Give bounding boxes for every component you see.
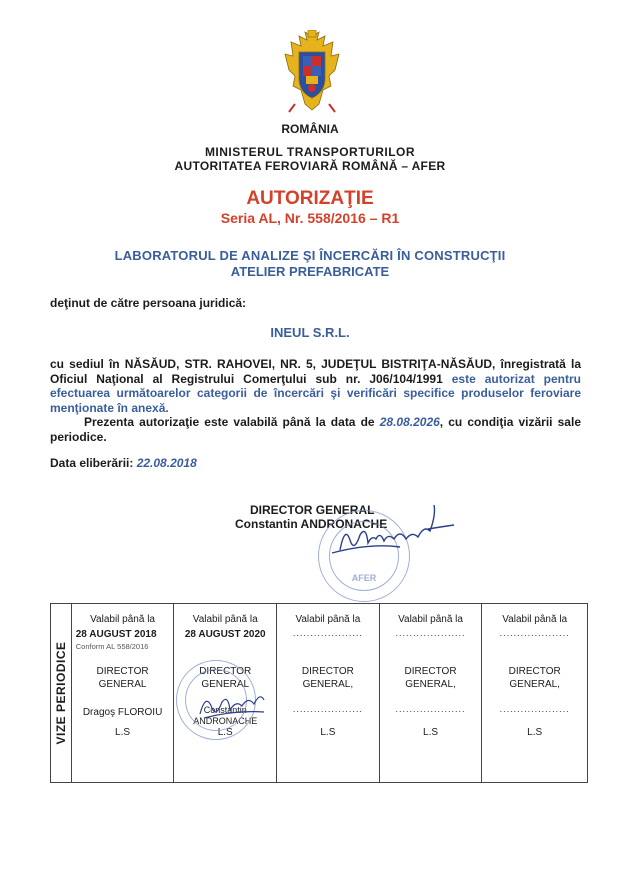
handwritten-signature: [310, 495, 470, 565]
validity-text: Prezenta autorizaţie este valabilă până la data de: [84, 415, 380, 429]
validity-date: 28.08.2026: [379, 415, 440, 429]
validity-condition: , cu condiţia vizării sale periodice.: [50, 415, 581, 444]
visa-role-1: DIRECTOR: [301, 666, 354, 677]
visa-note: Conform AL 558/2016: [75, 642, 149, 651]
authority-name: AUTORITATEA FEROVIARĂ ROMÂNĂ – AFER: [174, 159, 446, 173]
visa-name-placeholder: ....................: [292, 704, 363, 714]
visa-valid-label: Valabil până la: [90, 614, 155, 625]
signature-name: Constantin ANDRONACHE: [235, 517, 388, 531]
visa-date-placeholder: ....................: [499, 628, 570, 638]
subject-line-2: ATELIER PREFABRICATE: [230, 264, 390, 279]
visa-ls: L.S: [320, 727, 336, 738]
visa-role-1: DIRECTOR: [199, 666, 252, 677]
visa-role-2: GENERAL,: [509, 679, 560, 690]
issue-date-label: Data eliberării:: [50, 456, 137, 470]
visa-column-1: [71, 604, 174, 783]
visa-signatory-name: Dragoş FLOROIU: [82, 707, 163, 718]
issue-date-value: 22.08.2018: [136, 456, 197, 470]
main-paragraph: [50, 357, 581, 444]
visa-date-placeholder: ....................: [292, 628, 363, 638]
visa-date-placeholder: ....................: [395, 628, 466, 638]
visa-ls: L.S: [217, 727, 233, 738]
document-title: AUTORIZAŢIE: [246, 188, 374, 209]
coat-of-arms-emblem: [281, 30, 343, 118]
visa-valid-label: Valabil până la: [295, 614, 361, 625]
visa-ls: L.S: [527, 727, 543, 738]
held-by-label: deţinut de către persoana juridică:: [50, 296, 247, 310]
visa-valid-label: Valabil până la: [502, 614, 568, 625]
company-name: INEUL S.R.L.: [270, 325, 350, 340]
visa-role-1: DIRECTOR: [508, 666, 561, 677]
visa-signatory-last-name: ANDRONACHE: [193, 716, 258, 726]
visa-valid-label: Valabil până la: [192, 614, 258, 625]
visa-side-label-cell: [51, 604, 72, 783]
visa-date: 28 AUGUST 2020: [184, 629, 266, 640]
visa-role-2: GENERAL: [201, 679, 250, 690]
visa-date: 28 AUGUST 2018: [75, 629, 157, 640]
visa-role-2: GENERAL: [98, 679, 147, 690]
authorization-text: este autorizat pentru efectuarea următoarelor categorii de încercări şi verificări specifice produselor feroviare menţionate în anexă.: [50, 371, 581, 415]
signature-role: DIRECTOR GENERAL: [250, 503, 375, 517]
visa-valid-label: Valabil până la: [398, 614, 463, 625]
visa-column-3: [277, 604, 380, 783]
visa-column-5: [482, 604, 588, 783]
ministry-name: MINISTERUL TRANSPORTURILOR: [204, 145, 416, 159]
visa-side-label: VIZE PERIODICE: [53, 641, 68, 745]
visa-signature: [194, 674, 274, 724]
visa-role-1: DIRECTOR: [96, 666, 149, 677]
visa-name-placeholder: ....................: [499, 704, 570, 714]
visa-name-placeholder: ....................: [395, 704, 466, 714]
visa-role-2: GENERAL,: [302, 679, 354, 690]
visa-column-2: [174, 604, 277, 783]
visa-signatory-first-name: Constantin: [203, 705, 247, 715]
subject-line-1: LABORATORUL DE ANALIZE ŞI ÎNCERCĂRI ÎN CONSTRUCŢII: [114, 248, 506, 263]
visa-ls: L.S: [115, 727, 131, 738]
visa-ls: L.S: [423, 727, 439, 738]
stamp-text: AFER: [351, 573, 377, 583]
document-series: Seria AL, Nr. 558/2016 – R1: [220, 210, 400, 226]
visa-column-4: [379, 604, 482, 783]
issue-date-row: [50, 456, 197, 470]
visa-role-1: DIRECTOR: [404, 666, 457, 677]
address-text: cu sediul în NĂSĂUD, STR. RAHOVEI, NR. 5, JUDEŢUL BISTRIŢA-NĂSĂUD, înregistrată la Oficiul Naţional al Registrului Comerţului sub nr. J06/104/1991: [50, 357, 581, 386]
country-name: ROMÂNIA: [281, 122, 339, 136]
periodic-visa-table: [50, 603, 588, 783]
visa-role-2: GENERAL,: [405, 679, 456, 690]
